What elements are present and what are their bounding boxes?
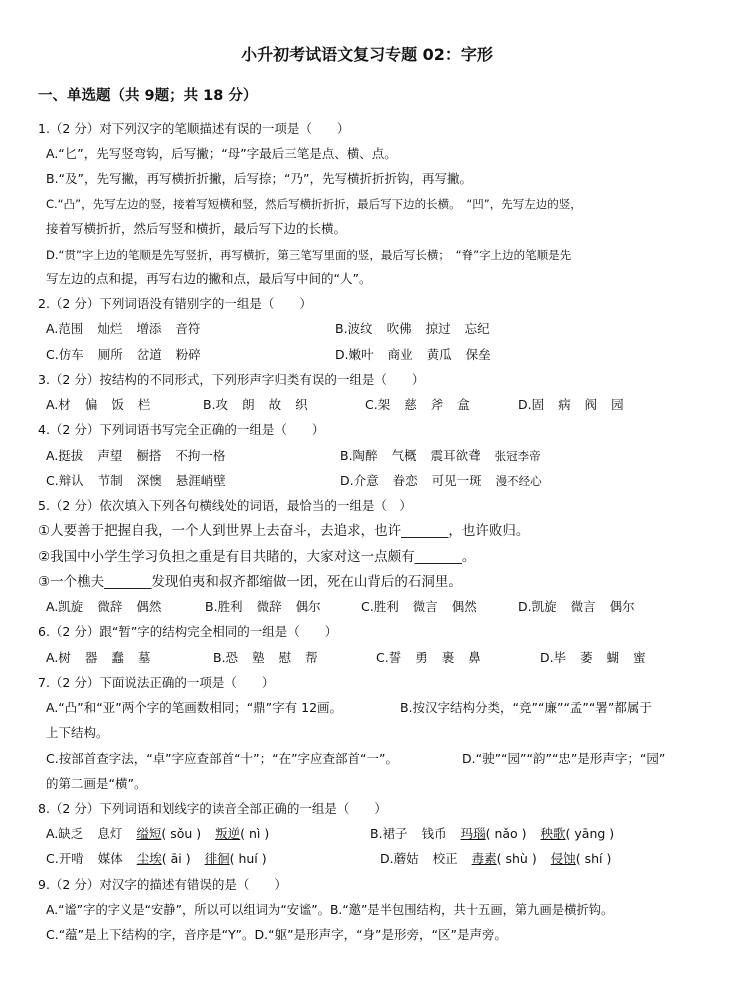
char: 慈 — [404, 397, 417, 412]
word: 声望 — [97, 448, 123, 463]
q7-stem: 7.（2 分）下面说法正确的一项是（ ） — [38, 675, 275, 690]
q1-option-c-line1: C.“凸”，先写左边的竖，接着写短横和竖，然后写横折折折，最后写下边的长横。 “凹”，先写左边的竖， — [46, 197, 582, 211]
pinyin: ( huí ) — [229, 851, 267, 866]
word: 商业 — [387, 347, 413, 362]
q3-stem: 3.（2 分）按结构的不同形式，下列形声字归类有误的一组是（ ） — [38, 372, 425, 387]
char: B.恐 — [213, 650, 239, 665]
char: D.固 — [518, 397, 545, 412]
char: 帮 — [305, 650, 318, 665]
char: C.誓 — [376, 650, 402, 665]
q8-option-a — [46, 825, 269, 843]
q1-option-c-line2: 接着写横折折，然后写竖和横折，最后写下边的长横。 — [46, 221, 347, 236]
q2-option-d — [335, 346, 491, 364]
word: 灿烂 — [97, 321, 123, 336]
underlined-word: 叛逆 — [215, 826, 241, 841]
q3-option-b — [203, 396, 308, 414]
word: B.陶醉 — [340, 448, 378, 463]
word: A.缺乏 — [46, 826, 84, 841]
char: C.架 — [365, 397, 391, 412]
word: 偶然 — [451, 599, 477, 614]
word: 忘纪 — [464, 321, 490, 336]
word: D.嫩叶 — [335, 347, 374, 362]
underlined-word: 侵蚀 — [550, 851, 576, 866]
char: 园 — [611, 397, 624, 412]
char: 阀 — [584, 397, 598, 412]
char: 偏 — [84, 397, 98, 412]
char: 慰 — [278, 650, 292, 665]
q8-stem: 8.（2 分）下列词语和划线字的读音全部正确的一组是（ ） — [38, 801, 387, 816]
char: 萎 — [580, 650, 593, 665]
word: 掠过 — [425, 321, 451, 336]
word: 深懊 — [136, 473, 162, 488]
section-heading: 一、单选题（共 9题；共 18 分） — [38, 88, 258, 104]
char: 织 — [295, 397, 308, 412]
q6-stem: 6.（2 分）跟“暂”字的结构完全相同的一组是（ ） — [38, 624, 338, 639]
q1-option-b: B.“及”，先写撇，再写横折折撇，后写捺；“乃”，先写横折折折钩，再写撇。 — [46, 171, 472, 186]
word: 吹佛 — [386, 321, 412, 336]
word: 气概 — [391, 448, 417, 463]
char: 病 — [558, 397, 571, 412]
q3-option-c — [365, 396, 470, 414]
char: A.树 — [46, 650, 71, 665]
word: 震耳欲聋 — [430, 448, 481, 463]
q2-option-a — [46, 320, 200, 338]
word: 可见一斑 — [431, 473, 482, 488]
word: 息灯 — [97, 826, 123, 841]
q5-stem: 5.（2 分）依次填入下列各句横线处的词语，最恰当的一组是（ ） — [38, 498, 412, 513]
q5-option-c — [361, 598, 477, 616]
q7-option-b-line1: B.按汉字结构分类，“竞”“廉”“孟”“署”都属于 — [400, 700, 652, 715]
pinyin: ( yāng ) — [565, 826, 615, 841]
word: D.介意 — [340, 473, 379, 488]
pinyin: ( shí ) — [575, 851, 612, 866]
q1-option-d-line1: D.“贯”字上边的笔顺是先写竖折，再写横折，第三笔写里面的竖，最后写长横； “脊”字上边的笔顺是先 — [46, 248, 572, 262]
word: 黄瓜 — [426, 347, 452, 362]
word: 媒体 — [97, 851, 123, 866]
word: 偶尔 — [609, 599, 635, 614]
q4-option-d — [340, 472, 542, 490]
pinyin: ( āi ) — [161, 851, 191, 866]
word: 张冠李帝 — [494, 449, 541, 463]
underlined-word: 尘埃 — [136, 851, 162, 866]
word: 增添 — [136, 321, 162, 336]
word: 漫不经心 — [495, 474, 542, 488]
q7-option-d-line1: D.“驶”“园”“韵”“忠”是形声字；“园” — [462, 751, 666, 766]
word: 粉碎 — [175, 347, 201, 362]
word: 音符 — [175, 321, 201, 336]
char: D.毕 — [540, 650, 567, 665]
word: 悬涯峭壁 — [175, 473, 226, 488]
q5-sentence-1: ①人要善于把握自我，一个人到世界上去奋斗，去追求，也许_______，也许败归。 — [38, 523, 530, 539]
underlined-word: 毒素 — [471, 851, 497, 866]
q4-option-c — [46, 472, 226, 490]
q5-option-b — [205, 598, 321, 616]
q5-sentence-3: ③一个樵夫_______发现伯夷和叔齐都缩做一团，死在山背后的石洞里。 — [38, 574, 462, 590]
char: 蝴 — [606, 650, 620, 665]
q3-option-d — [518, 396, 624, 414]
char: 栏 — [137, 397, 151, 412]
underlined-word: 秧歌 — [540, 826, 566, 841]
word: 岔道 — [136, 347, 162, 362]
word: 校正 — [432, 851, 458, 866]
word: C.辩认 — [46, 473, 84, 488]
underlined-word: 缢短 — [136, 826, 162, 841]
word: 节制 — [97, 473, 123, 488]
q1-option-d-line2: 写左边的点和提，再写右边的撇和点，最后写中间的“人”。 — [46, 271, 372, 286]
word: 微言 — [412, 599, 438, 614]
q4-option-b — [340, 447, 541, 465]
word: 厕所 — [97, 347, 123, 362]
word: D.蘑姑 — [380, 851, 419, 866]
word: A.凯旋 — [46, 599, 84, 614]
word: B.裙子 — [370, 826, 408, 841]
char: 饭 — [111, 397, 124, 412]
word: 钱币 — [421, 826, 447, 841]
char: 盒 — [457, 397, 470, 412]
q6-option-c — [376, 649, 481, 667]
char: 斧 — [430, 397, 444, 412]
word: 橱搭 — [136, 448, 162, 463]
char: 蜜 — [633, 650, 646, 665]
q2-option-b — [335, 320, 490, 338]
underlined-word: 玛瑙 — [460, 826, 486, 841]
char: 墓 — [137, 650, 151, 665]
pinyin: ( nì ) — [240, 826, 270, 841]
q2-stem: 2.（2 分）下列词语没有错别字的一组是（ ） — [38, 296, 312, 311]
char: 故 — [268, 397, 282, 412]
q7-option-d-line2: 的第二画是“横”。 — [46, 776, 147, 791]
q7-option-a: A.“凸”和“亚”两个字的笔画数相同；“鼎”字有 12画。 — [46, 700, 343, 715]
q8-option-b — [370, 825, 614, 843]
underlined-word: 徘徊 — [204, 851, 230, 866]
word: 偶然 — [136, 599, 162, 614]
q5-sentence-2: ②我国中小学生学习负担之重是有目共睹的，大家对这一点颇有_______。 — [38, 549, 476, 565]
word: 微辞 — [97, 599, 123, 614]
word: D.凯旋 — [518, 599, 557, 614]
word: 偶尔 — [295, 599, 321, 614]
char: 塾 — [252, 650, 265, 665]
char: 朗 — [242, 397, 255, 412]
q9-stem: 9.（2 分）对汉字的描述有错误的是（ ） — [38, 877, 287, 892]
char: 鼻 — [468, 650, 481, 665]
word: 微言 — [570, 599, 596, 614]
pinyin: ( shù ) — [496, 851, 537, 866]
q9-options-line1: A.“谧”字的字义是“安静”，所以可以组词为“安谧”。B.“邀”是半包围结构，共十五画，第九画是横折钩。 — [46, 903, 614, 917]
char: 勇 — [415, 650, 428, 665]
word: 眷恋 — [392, 473, 418, 488]
word: B.胜利 — [205, 599, 243, 614]
word: C.仿车 — [46, 347, 84, 362]
char: A.材 — [46, 397, 71, 412]
char: B.攻 — [203, 397, 229, 412]
char: 裹 — [441, 650, 455, 665]
q1-option-a: A.“匕”，先写竖弯钩，后写撇；“母”字最后三笔是点、横、点。 — [46, 146, 397, 161]
word: C.开啃 — [46, 851, 84, 866]
word: 保垒 — [465, 347, 491, 362]
page-title: 小升初考试语文复习专题 02：字形 — [241, 45, 493, 64]
q3-option-a — [46, 396, 150, 414]
q5-option-d — [518, 598, 635, 616]
word: A.范围 — [46, 321, 84, 336]
pinyin: ( nǎo ) — [485, 826, 527, 841]
q4-option-a — [46, 447, 225, 465]
q4-stem: 4.（2 分）下列词语书写完全正确的一组是（ ） — [38, 422, 325, 437]
q6-option-b — [213, 649, 318, 667]
q7-option-b-line2: 上下结构。 — [46, 725, 109, 740]
q8-option-c — [46, 850, 267, 868]
word: B.波纹 — [335, 321, 373, 336]
q7-option-c: C.按部首查字法，“卓”字应查部首“十”；“在”字应查部首“一”。 — [46, 751, 399, 766]
q6-option-d — [540, 649, 646, 667]
word: C.胜利 — [361, 599, 399, 614]
q5-option-a — [46, 598, 161, 616]
q1-stem: 1.（2 分）对下列汉字的笔顺描述有误的一项是（ ） — [38, 121, 350, 136]
q8-option-d — [380, 850, 611, 868]
word: A.挺拔 — [46, 448, 84, 463]
char: 器 — [84, 650, 98, 665]
char: 蠢 — [111, 650, 124, 665]
word: 不拘一格 — [175, 448, 226, 463]
q2-option-c — [46, 346, 201, 364]
q6-option-a — [46, 649, 150, 667]
q9-options-line2: C.“蕴”是上下结构的字，音序是“Y”。D.“躯”是形声字，“身”是形旁，“区”是声旁。 — [46, 927, 507, 942]
word: 微辞 — [256, 599, 282, 614]
pinyin: ( sǒu ) — [161, 826, 202, 841]
